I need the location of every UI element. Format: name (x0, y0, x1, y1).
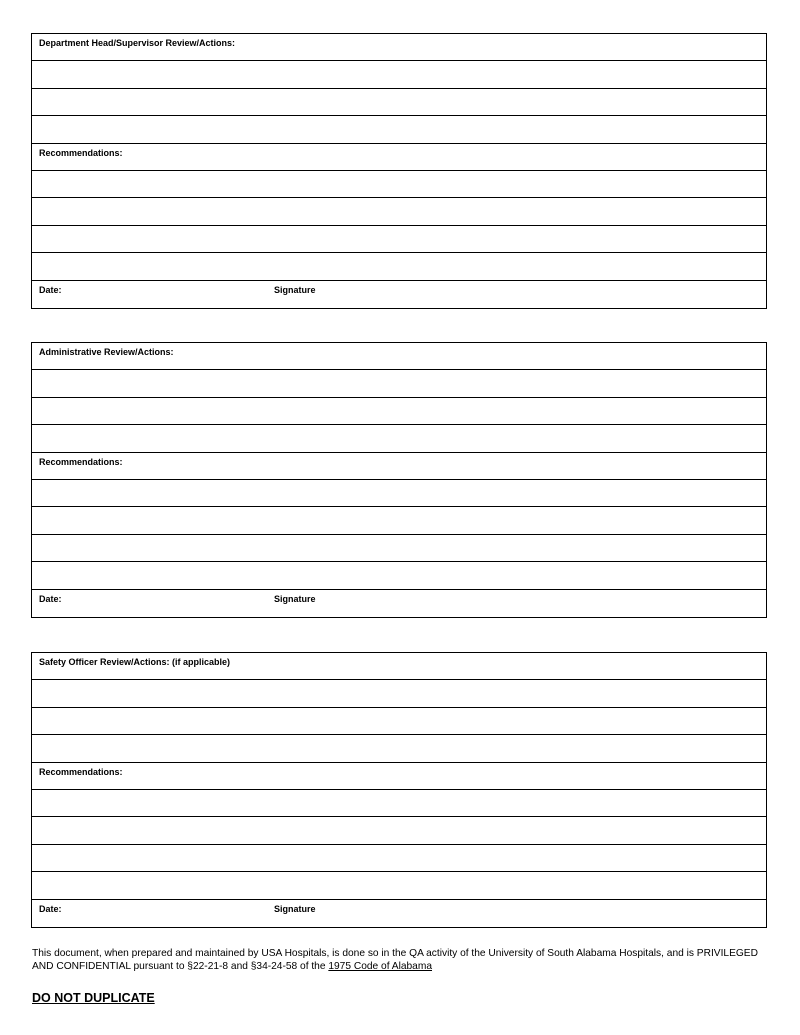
recommendations-label: Recommendations: (39, 456, 123, 467)
recommendations-line[interactable] (32, 790, 766, 817)
date-label: Date: (39, 284, 62, 295)
actions-line[interactable] (32, 89, 766, 116)
section-title-row (32, 343, 766, 370)
actions-line[interactable] (32, 370, 766, 397)
recommendations-row (32, 453, 766, 480)
recommendations-line[interactable] (32, 535, 766, 562)
section-title: Department Head/Supervisor Review/Actions: (39, 38, 236, 48)
recommendations-line[interactable] (32, 507, 766, 534)
review-section-administrative (31, 342, 767, 618)
recommendations-line[interactable] (32, 253, 766, 280)
recommendations-line[interactable] (32, 817, 766, 844)
signature-label: Signature (274, 593, 316, 604)
section-title-row (32, 34, 766, 61)
date-label: Date: (39, 593, 62, 604)
actions-line[interactable] (32, 708, 766, 735)
confidentiality-notice (32, 948, 772, 973)
date-signature-row[interactable] (32, 900, 766, 927)
review-section-department-head (31, 33, 767, 309)
actions-line[interactable] (32, 398, 766, 425)
section-title: Safety Officer Review/Actions: (if applicable) (39, 657, 231, 667)
actions-line[interactable] (32, 735, 766, 762)
recommendations-line[interactable] (32, 562, 766, 589)
recommendations-label: Recommendations: (39, 147, 123, 158)
date-label: Date: (39, 903, 62, 914)
recommendations-line[interactable] (32, 171, 766, 198)
recommendations-label: Recommendations: (39, 766, 123, 777)
code-of-alabama-reference: 1975 Code of Alabama (328, 960, 432, 972)
recommendations-row (32, 144, 766, 171)
recommendations-line[interactable] (32, 226, 766, 253)
date-signature-row[interactable] (32, 281, 766, 308)
recommendations-line[interactable] (32, 872, 766, 899)
recommendations-row (32, 763, 766, 790)
recommendations-line[interactable] (32, 845, 766, 872)
signature-label: Signature (274, 284, 316, 295)
actions-line[interactable] (32, 680, 766, 707)
confidentiality-text: This document, when prepared and maintained by USA Hospitals, is done so in the QA activity of the University of South Alabama Hospitals, and is PRIVILEGED AND CONFIDENTIAL pursuant to §22-21-8 and §34-24-58 of the (32, 948, 758, 972)
date-signature-row[interactable] (32, 590, 766, 617)
recommendations-line[interactable] (32, 198, 766, 225)
do-not-duplicate-warning: DO NOT DUPLICATE (32, 991, 155, 1005)
recommendations-line[interactable] (32, 480, 766, 507)
actions-line[interactable] (32, 61, 766, 88)
actions-line[interactable] (32, 425, 766, 452)
signature-label: Signature (274, 903, 316, 914)
section-title: Administrative Review/Actions: (39, 347, 174, 357)
actions-line[interactable] (32, 116, 766, 143)
section-title-row (32, 653, 766, 680)
review-section-safety-officer (31, 652, 767, 928)
